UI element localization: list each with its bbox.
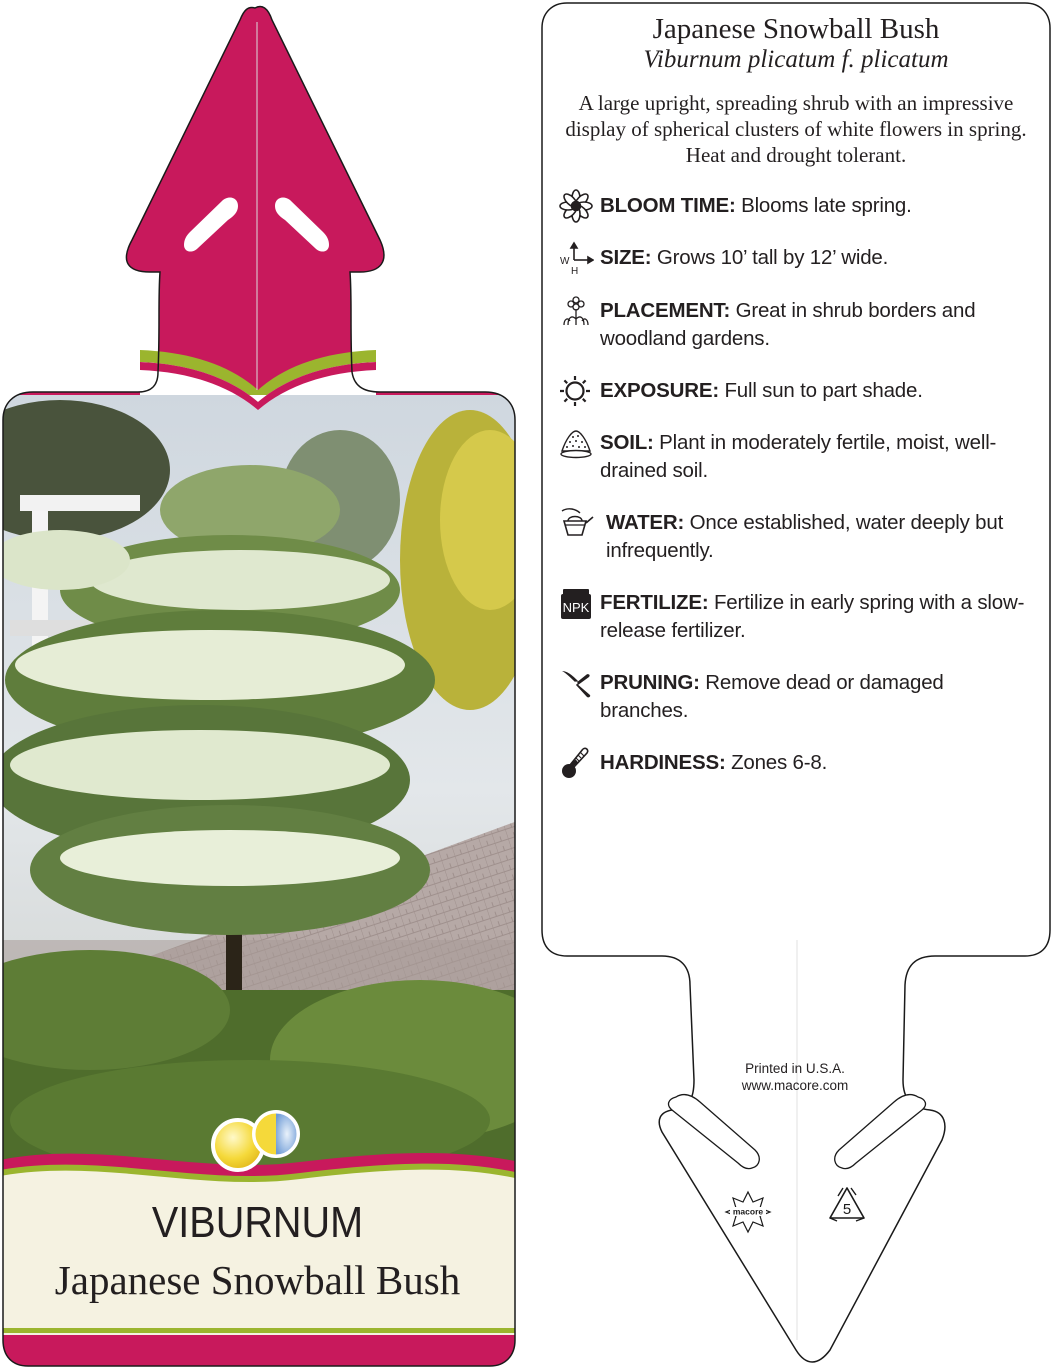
svg-text:H: H	[571, 266, 579, 276]
placement-label: PLACEMENT:	[600, 299, 731, 322]
part-shade-icon	[254, 1112, 298, 1156]
size-arrows-icon	[558, 240, 594, 276]
fertilize-label: FERTILIZE:	[600, 591, 709, 614]
bloom-time-value: Blooms late spring.	[741, 194, 912, 217]
printed-info	[690, 1060, 900, 1094]
printed-website: www.macore.com	[741, 1078, 849, 1093]
svg-text:5: 5	[842, 1201, 852, 1218]
hardiness-value: Zones 6-8.	[731, 751, 828, 774]
common-name: Japanese Snowball Bush	[54, 1257, 461, 1303]
placement-value: Great in shrub borders and woodland gardens.	[600, 299, 976, 350]
fertilize-value: Fertilize in early spring with a slow-release fertilizer.	[600, 591, 1025, 642]
soil-value: Plant in moderately fertile, moist, well-drained soil.	[600, 431, 997, 482]
macore-logo	[726, 1192, 770, 1232]
size-label: SIZE:	[600, 246, 652, 269]
exposure-label: EXPOSURE:	[600, 379, 719, 402]
plant-photo	[0, 395, 570, 1190]
sun-icon	[558, 373, 594, 409]
placement-icon	[558, 293, 594, 329]
svg-text:W: W	[560, 256, 570, 267]
size-value: Grows 10’ tall by 12’ wide.	[656, 246, 889, 269]
svg-text:macore: macore	[732, 1206, 764, 1217]
pruning-shears-icon	[558, 665, 594, 701]
soil-icon	[558, 425, 594, 461]
water-value: Once established, water deeply but infrequently.	[606, 511, 1004, 562]
watering-can-icon	[558, 505, 594, 541]
water-label: WATER:	[606, 511, 685, 534]
genus-name: VIBURNUM	[151, 1198, 364, 1247]
flower-icon	[558, 188, 594, 224]
pruning-label: PRUNING:	[600, 671, 700, 694]
soil-label: SOIL:	[600, 431, 654, 454]
exposure-value: Full sun to part shade.	[724, 379, 923, 402]
npk-fertilizer-icon	[558, 585, 594, 621]
svg-text:NPK: NPK	[562, 600, 590, 615]
bloom-time-label: BLOOM TIME:	[600, 194, 736, 217]
hardiness-label: HARDINESS:	[600, 751, 726, 774]
printed-country: Printed in U.S.A.	[745, 1061, 845, 1076]
plant-description: A large upright, spreading shrub with an impressive display of spherical clusters of white flowers in spring. Heat and drought tolerant.	[565, 91, 1027, 167]
botanical-name: Viburnum plicatum f. plicatum	[643, 46, 949, 73]
pruning-value: Remove dead or damaged branches.	[600, 671, 944, 722]
back-title: Japanese Snowball Bush	[652, 13, 940, 45]
thermometer-icon	[558, 745, 594, 781]
